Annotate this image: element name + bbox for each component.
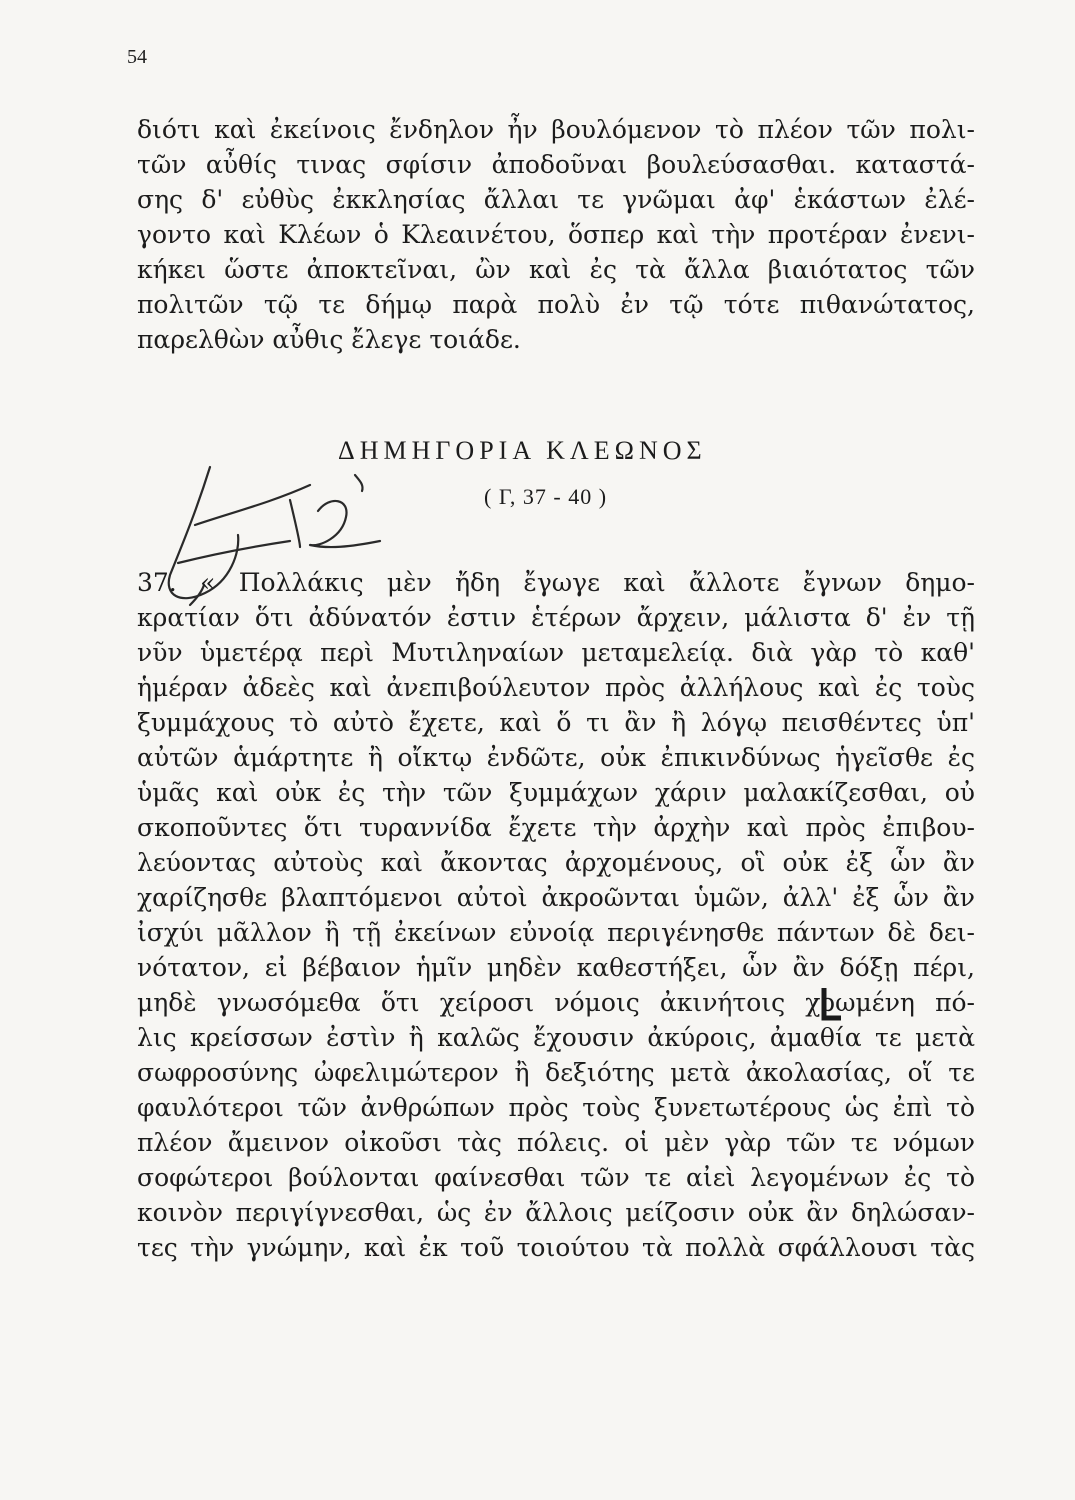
text-line: πλέον ἄμεινον οἰκοῦσι τὰς πόλεις. οἱ μὲν γὰρ τῶν τε νόμων <box>137 1128 975 1157</box>
text-line: λις κρείσσων ἐστὶν ἢ καλῶς ἔχουσιν ἀκύροις, ἀμαθία τε μετὰ <box>137 1023 975 1052</box>
section-title: ΔΗΜΗΓΟΡΙΑ ΚΛΕΩΝΟΣ <box>338 436 707 465</box>
text-line: ὑμᾶς καὶ οὐκ ἐς τὴν τῶν ξυμμάχων χάριν μαλακίζεσθαι, οὐ <box>137 778 975 807</box>
speech-paragraph <box>137 565 975 1265</box>
text-line: κήκει ὥστε ἀποκτεῖναι, ὢν καὶ ἐς τὰ ἄλλα βιαιότατος τῶν <box>137 255 975 284</box>
text-line: ἰσχύι μᾶλλον ἢ τῇ ἐκείνων εὐνοίᾳ περιγένησθε πάντων δὲ δει- <box>137 918 975 947</box>
text-line: χαρίζησθε βλαπτόμενοι αὐτοὶ ἀκροῶνται ὑμῶν, ἀλλ' ἐξ ὧν ἂν <box>137 883 975 912</box>
section-subtitle: ( Γ, 37 - 40 ) <box>484 484 608 509</box>
text-line: σωφροσύνης ὠφελιμώτερον ἢ δεξιότης μετὰ ἀκολασίας, οἵ τε <box>137 1058 975 1087</box>
intro-paragraph <box>137 112 975 357</box>
text-line: τῶν αὖθίς τινας σφίσιν ἀποδοῦναι βουλεύσασθαι. καταστά- <box>137 150 975 179</box>
text-line: αὐτῶν ἁμάρτητε ἢ οἴκτῳ ἐνδῶτε, οὐκ ἐπικινδύνως ἡγεῖσθε ἐς <box>137 743 975 772</box>
text-line: σης δ' εὐθὺς ἐκκλησίας ἄλλαι τε γνῶμαι ἀφ' ἑκάστων ἐλέ- <box>137 185 975 214</box>
text-line: διότι καὶ ἐκείνοις ἔνδηλον ἦν βουλόμενον τὸ πλέον τῶν πολι- <box>137 115 975 144</box>
text-line: νῦν ὑμετέρᾳ περὶ Μυτιληναίων μεταμελείᾳ. διὰ γὰρ τὸ καθ' <box>137 638 975 667</box>
text-line: ἡμέραν ἀδεὲς καὶ ἀνεπιβούλευτον πρὸς ἀλλήλους καὶ ἐς τοὺς <box>137 673 975 702</box>
text-line: σκοποῦντες ὅτι τυραννίδα ἔχετε τὴν ἀρχὴν καὶ πρὸς ἐπιβου- <box>137 813 975 842</box>
text-line: τες τὴν γνώμην, καὶ ἐκ τοῦ τοιούτου τὰ πολλὰ σφάλλουσι τὰς <box>137 1233 975 1262</box>
text-line: σοφώτεροι βούλονται φαίνεσθαι τῶν τε αἰεὶ λεγομένων ἐς τὸ <box>137 1163 975 1192</box>
text-line: κρατίαν ὅτι ἀδύνατόν ἐστιν ἑτέρων ἄρχειν, μάλιστα δ' ἐν τῇ <box>137 603 975 632</box>
text-line: 37. « Πολλάκις μὲν ἤδη ἔγωγε καὶ ἄλλοτε ἔγνων δημο- <box>137 568 975 597</box>
page-number: 54 <box>127 46 147 68</box>
text-line: ξυμμάχους τὸ αὐτὸ ἔχετε, καὶ ὅ τι ἂν ἢ λόγῳ πεισθέντες ὑπ' <box>137 708 975 737</box>
text-line: λεύοντας αὐτοὺς καὶ ἄκοντας ἀρχομένους, οἳ οὐκ ἐξ ὧν ἂν <box>137 848 975 877</box>
text-line: γοντο καὶ Κλέων ὁ Κλεαινέτου, ὅσπερ καὶ τὴν προτέραν ἐνενι- <box>137 220 975 249</box>
text-line: παρελθὼν αὖθις ἔλεγε τοιάδε. <box>137 325 521 354</box>
text-line: φαυλότεροι τῶν ἀνθρώπων πρὸς τοὺς ξυνετωτέρους ὡς ἐπὶ τὸ <box>137 1093 975 1122</box>
text-line: μηδὲ γνωσόμεθα ὅτι χείροσι νόμοις ἀκινήτοις χρωμένη πό- <box>137 988 975 1017</box>
text-line: νότατον, εἰ βέβαιον ἡμῖν μηδὲν καθεστήξει, ὧν ἂν δόξῃ πέρι, <box>137 953 975 982</box>
text-line: πολιτῶν τῷ τε δήμῳ παρὰ πολὺ ἐν τῷ τότε πιθανώτατος, <box>137 290 975 319</box>
text-line: κοινὸν περιγίγνεσθαι, ὡς ἐν ἄλλοις μείζοσιν οὐκ ἂν δηλώσαν- <box>137 1198 975 1227</box>
